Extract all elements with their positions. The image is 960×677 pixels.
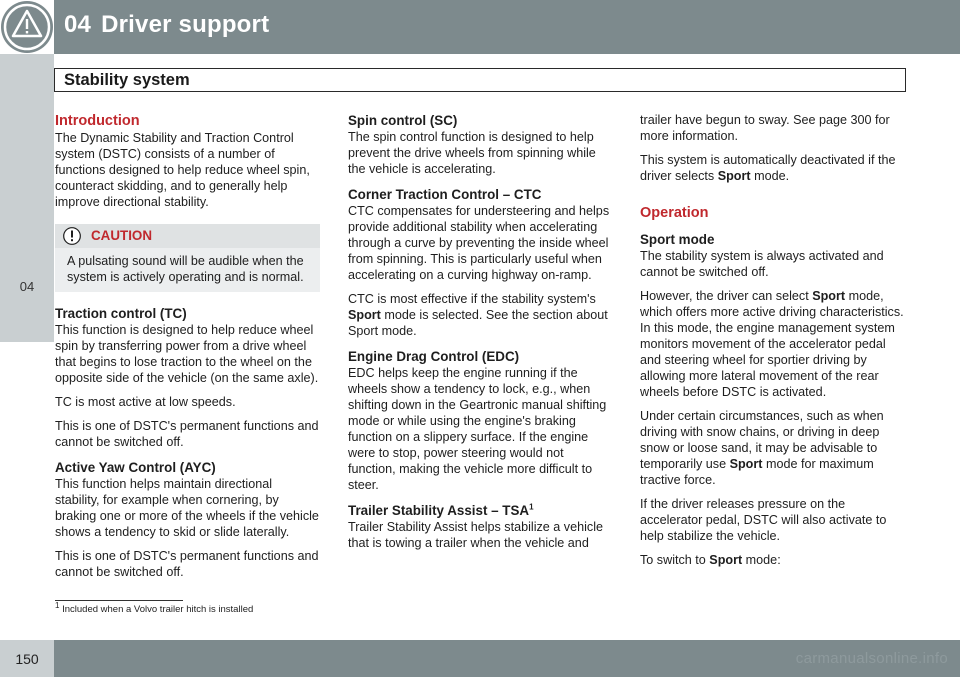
traction-control-paragraph-3: This is one of DSTC's permanent functions and cannot be switched off. bbox=[55, 419, 319, 449]
watermark-text: carmanualsonline.info bbox=[795, 650, 948, 667]
sport-mode-paragraph-3 bbox=[640, 408, 908, 488]
text-run: Under certain circumstances, such as when driving with snow chains, or driving in deep snow or loose sand, it may be advisable to temporarily use bbox=[640, 409, 884, 471]
text-run: mode for maximum tractive force. bbox=[640, 457, 874, 487]
footnote-divider bbox=[55, 600, 183, 601]
sport-mode-term: Sport bbox=[729, 457, 763, 471]
sport-mode-paragraph-5 bbox=[640, 552, 908, 568]
text-column-1 bbox=[55, 112, 320, 580]
chapter-title bbox=[64, 11, 269, 39]
text-run: CTC is most effective if the stability system's bbox=[348, 292, 596, 306]
spin-control-heading: Spin control (SC) bbox=[348, 113, 458, 128]
text-run: mode. bbox=[750, 169, 790, 183]
chapter-side-tab bbox=[0, 54, 54, 342]
trailer-stability-assist-heading bbox=[348, 503, 613, 519]
introduction-heading: Introduction bbox=[55, 113, 140, 129]
caution-text: A pulsating sound will be audible when the system is actively operating and is normal. bbox=[67, 254, 304, 284]
text-run: mode: bbox=[742, 553, 781, 567]
sport-mode-paragraph-1: The stability system is always activated and cannot be switched off. bbox=[640, 249, 884, 279]
text-column-3 bbox=[640, 112, 908, 568]
active-yaw-control-paragraph-1: This function helps maintain directional stability, for example when cornering, by braking one or more of the wheels if the vehicle shows a tendency to skid or slide laterally. bbox=[55, 477, 319, 539]
warning-triangle-icon bbox=[0, 0, 54, 54]
sport-mode-paragraph-2 bbox=[640, 288, 908, 400]
traction-control-paragraph-2: TC is most active at low speeds. bbox=[55, 395, 236, 409]
caution-title: CAUTION bbox=[91, 228, 152, 243]
footnote-marker: 1 bbox=[529, 502, 534, 512]
page-number: 150 bbox=[15, 651, 39, 667]
section-title: Stability system bbox=[64, 71, 190, 89]
heading-text: Trailer Stability Assist – TSA bbox=[348, 503, 530, 518]
caution-header bbox=[55, 224, 320, 248]
header-logo-box bbox=[0, 0, 54, 54]
corner-traction-control-heading: Corner Traction Control – CTC bbox=[348, 187, 542, 202]
active-yaw-control-heading: Active Yaw Control (AYC) bbox=[55, 460, 216, 475]
sport-mode-term: Sport bbox=[348, 308, 381, 322]
spin-control-paragraph: The spin control function is designed to help prevent the drive wheels from spinning while the vehicle is accelerating. bbox=[348, 130, 596, 176]
engine-drag-control-heading: Engine Drag Control (EDC) bbox=[348, 349, 520, 364]
corner-traction-control-paragraph-2 bbox=[348, 291, 613, 339]
exclamation-circle-icon bbox=[63, 227, 81, 245]
corner-traction-control-paragraph-1: CTC compensates for understeering and helps provide additional stability when accelerating through a curve by preventing the inside wheel from spinning. This is particularly useful when accelerating on a curving highway on-ramp. bbox=[348, 204, 610, 282]
sport-mode-paragraph-4: If the driver releases pressure on the accelerator pedal, DSTC will also activate to help stabilize the vehicle. bbox=[640, 497, 887, 543]
section-title-bar bbox=[54, 68, 906, 92]
chapter-number: 04 bbox=[64, 11, 92, 38]
caution-box bbox=[55, 224, 320, 292]
deactivation-paragraph bbox=[640, 152, 908, 184]
sport-mode-term: Sport bbox=[709, 553, 743, 567]
footnote bbox=[55, 600, 254, 616]
side-tab-chapter-number: 04 bbox=[19, 279, 35, 294]
chapter-header-bar bbox=[0, 0, 960, 54]
trailer-stability-assist-paragraph: Trailer Stability Assist helps stabilize a vehicle that is towing a trailer when the vehicle and bbox=[348, 520, 604, 550]
text-run: mode, which offers more active driving characteristics. In this mode, the engine management system monitors movement of the accelerator pedal and steering wheel for sportier driving by allowing more lateral movement of the rear wheels before DSTC is activated. bbox=[640, 289, 904, 399]
text-run: This system is automatically deactivated if the driver selects bbox=[640, 153, 896, 183]
trailer-continued-paragraph: trailer have begun to sway. See page 300 for more information. bbox=[640, 113, 890, 143]
footnote-text: Included when a Volvo trailer hitch is installed bbox=[59, 604, 254, 615]
text-run: However, the driver can select bbox=[640, 289, 813, 303]
sport-mode-heading: Sport mode bbox=[640, 232, 715, 247]
text-run: To switch to bbox=[640, 553, 710, 567]
page-number-box bbox=[0, 640, 54, 677]
sport-mode-term: Sport bbox=[812, 289, 846, 303]
traction-control-heading: Traction control (TC) bbox=[55, 306, 187, 321]
text-column-2 bbox=[348, 112, 613, 551]
introduction-paragraph: The Dynamic Stability and Traction Control system (DSTC) consists of a number of functions designed to help reduce wheel spin, counteract skidding, and to generally help improve directional stability. bbox=[55, 131, 310, 209]
chapter-name: Driver support bbox=[101, 11, 270, 38]
traction-control-paragraph-1: This function is designed to help reduce wheel spin by transferring power from a drive wheel that begins to lose traction to the wheel on the opposite side of the vehicle (on the same axle). bbox=[55, 323, 319, 385]
footnote-number: 1 bbox=[55, 600, 60, 610]
active-yaw-control-paragraph-2: This is one of DSTC's permanent functions and cannot be switched off. bbox=[55, 549, 319, 579]
footer-bar bbox=[0, 640, 960, 677]
sport-mode-term: Sport bbox=[717, 169, 751, 183]
text-run: mode is selected. See the section about Sport mode. bbox=[348, 308, 608, 338]
engine-drag-control-paragraph: EDC helps keep the engine running if the wheels show a tendency to lock, e.g., when shifting down in the Geartronic manual shifting mode or while using the engine's braking function on a slippery surface. If the engine were to stop, power steering would not function, making the vehicle more difficult to steer. bbox=[348, 366, 607, 492]
operation-heading: Operation bbox=[640, 205, 709, 221]
